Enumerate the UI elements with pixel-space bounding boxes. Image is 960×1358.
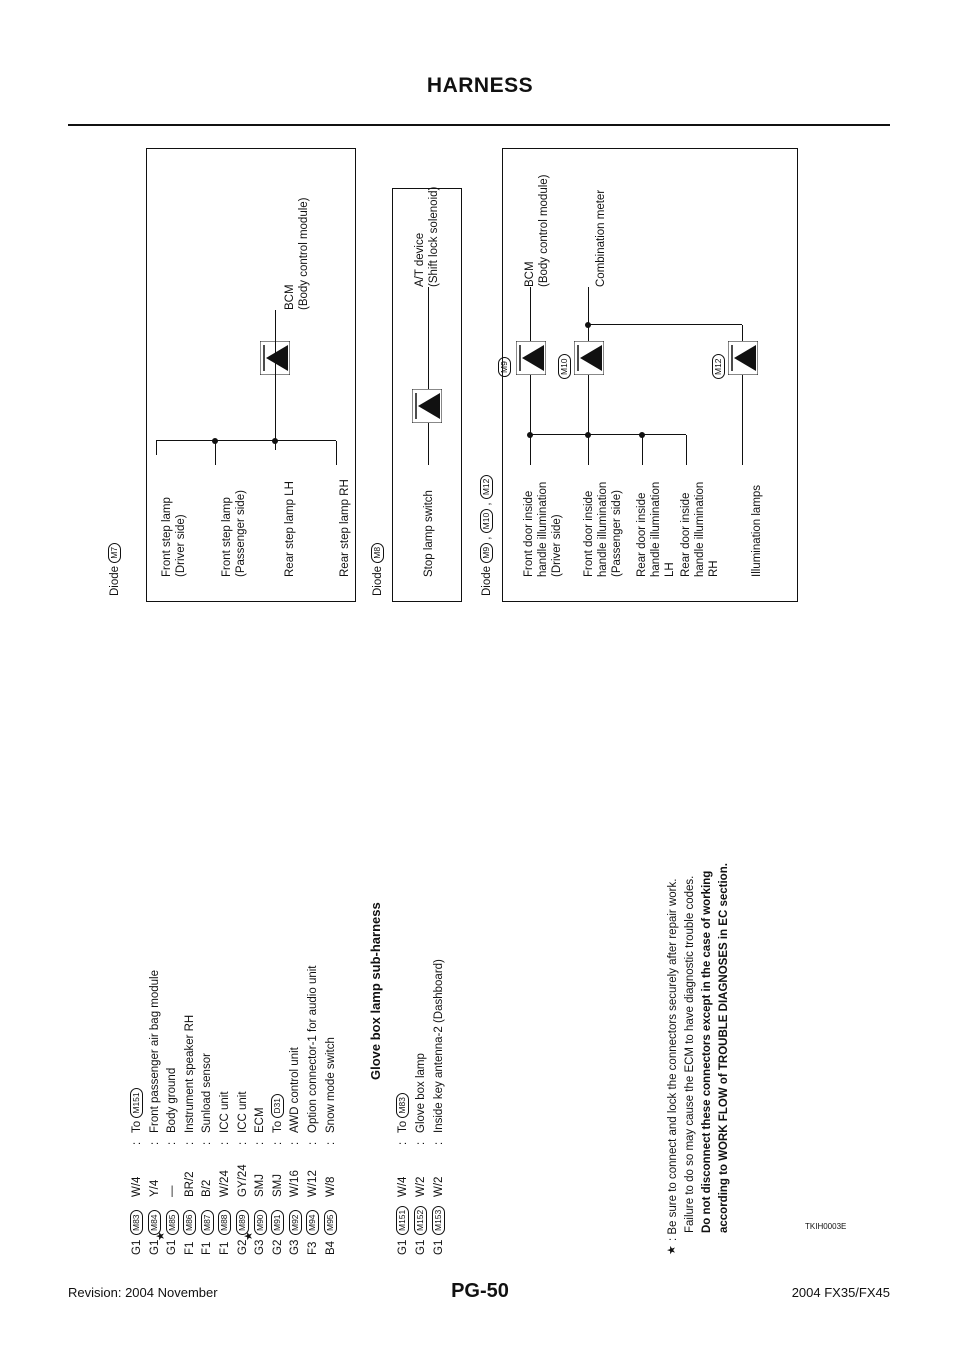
legend-separator: : xyxy=(148,1141,161,1145)
legend-wire: W/16 xyxy=(289,1170,302,1197)
diode2-label: Diode M8 xyxy=(371,543,385,596)
page-title: HARNESS xyxy=(426,74,534,97)
legend-description-text: Sunload sensor xyxy=(201,1053,214,1133)
legend-location: G1 xyxy=(148,1239,161,1255)
diode1-input-2b: (Passenger side) xyxy=(235,490,247,577)
connector-badge xyxy=(200,1210,214,1235)
footer-model: 2004 FX35/FX45 xyxy=(791,1285,890,1300)
connector-badge: M8 xyxy=(371,543,384,563)
connector-badge: M88 xyxy=(218,1210,231,1235)
diode2-input: Stop lamp switch xyxy=(423,490,435,577)
legend-location: G1 xyxy=(131,1239,143,1255)
connector-badge: M90 xyxy=(254,1210,267,1235)
wire xyxy=(588,287,589,465)
legend-wire: Y/4 xyxy=(148,1179,161,1197)
subharness-wire-text: W/4 xyxy=(397,1176,409,1197)
diode3-input-2b: handle illumination xyxy=(597,481,609,577)
diode1-label: Diode M7 xyxy=(108,543,122,596)
connector-badge: M9 xyxy=(480,543,493,563)
legend-location: F1 xyxy=(201,1241,214,1255)
legend-wire: W/4 xyxy=(131,1176,143,1197)
subharness-wire-text: W/2 xyxy=(415,1176,427,1197)
diode1-input-2: Front step lamp xyxy=(221,497,233,577)
legend-wire: BR/2 xyxy=(183,1171,196,1197)
subharness-wire xyxy=(432,1177,446,1197)
legend-description xyxy=(288,1047,302,1133)
wire xyxy=(215,441,216,465)
diode3-input-2c: (Passenger side) xyxy=(611,490,623,577)
subharness-description-text: To xyxy=(397,1120,409,1133)
legend-separator: : xyxy=(289,1141,302,1145)
diode1-output: BCM xyxy=(284,284,296,310)
legend-description-text: Option connector-1 for audio unit xyxy=(307,965,319,1133)
star-icon: ★ xyxy=(155,1231,168,1241)
connector-badge: M12 xyxy=(480,475,493,500)
wire xyxy=(530,434,686,435)
junction-dot xyxy=(527,432,533,438)
connector-badge: M153 xyxy=(432,1206,445,1235)
connector-badge xyxy=(218,1210,232,1235)
subharness-wire-text: W/2 xyxy=(433,1176,445,1197)
legend-wire: — xyxy=(166,1185,179,1197)
diode3-input-2: Front door inside xyxy=(583,490,595,577)
legend-location: B4 xyxy=(324,1240,337,1255)
page-number: PG-50 xyxy=(451,1280,509,1302)
subharness-loc xyxy=(432,1240,446,1255)
connector-badge: M12 xyxy=(712,354,725,379)
subharness-sep xyxy=(414,1142,428,1145)
legend-location: F1 xyxy=(183,1241,196,1255)
legend-description xyxy=(218,1091,232,1133)
connector-badge: M83 xyxy=(130,1210,143,1235)
legend-description xyxy=(324,1037,338,1133)
legend-separator: : xyxy=(183,1141,196,1145)
connector-badge xyxy=(288,1210,302,1235)
subharness-sep xyxy=(396,1142,410,1145)
junction-dot xyxy=(212,438,218,444)
diode3-input-5: Illumination lamps xyxy=(751,484,763,577)
subharness-title: Glove box lamp sub-harness xyxy=(368,902,383,1080)
connector-badge: M95 xyxy=(324,1210,337,1235)
wire xyxy=(428,287,429,465)
legend-description xyxy=(306,966,320,1134)
diode3-input-3c: LH xyxy=(664,562,676,577)
subharness-wire xyxy=(396,1177,410,1197)
legend-description xyxy=(148,970,162,1133)
wire xyxy=(588,324,742,325)
subharness-loc xyxy=(414,1240,428,1255)
note-line-1: : Be sure to connect and lock the connectors securely after repair work. xyxy=(667,878,679,1241)
junction-dot xyxy=(585,322,591,328)
diode3-output-2: Combination meter xyxy=(595,189,607,287)
legend-separator: : xyxy=(254,1141,267,1145)
diode2-output-b: (Shift lock solenoid) xyxy=(428,186,440,287)
legend-wire: W/8 xyxy=(324,1176,337,1197)
subharness-sep-text: : xyxy=(397,1141,409,1145)
subharness-wire xyxy=(414,1177,428,1197)
subharness-description-text: Inside key antenna-2 (Dashboard) xyxy=(433,959,445,1133)
connector-badge: M83 xyxy=(396,1093,409,1118)
connector-badge: M151 xyxy=(130,1088,143,1117)
diode2-output: A/T device xyxy=(414,232,426,287)
diode3-input-4b: handle illumination xyxy=(694,481,706,577)
subharness-loc-text: G1 xyxy=(397,1239,409,1255)
junction-dot xyxy=(272,438,278,444)
star-icon: ★ xyxy=(243,1231,256,1241)
diode1-output-b: (Body control module) xyxy=(298,197,310,310)
diode3-input-1c: (Driver side) xyxy=(551,514,563,577)
legend-description xyxy=(183,1015,197,1133)
diode-icon xyxy=(728,341,758,375)
connector-badge xyxy=(165,1210,179,1235)
star-icon: ★ xyxy=(666,1245,678,1255)
connector-badge: M152 xyxy=(414,1206,427,1235)
subharness-conn xyxy=(414,1206,428,1235)
rotated-content xyxy=(109,174,810,1255)
connector-badge xyxy=(183,1210,197,1235)
connector-badge: M84 xyxy=(148,1210,161,1235)
connector-badge xyxy=(130,1210,144,1235)
connector-badge: M10 xyxy=(480,509,493,534)
diode1-input-3: Rear step lamp LH xyxy=(284,481,296,577)
connector-badge xyxy=(306,1210,320,1235)
diode-icon xyxy=(516,341,546,375)
connector-badge: M7 xyxy=(108,543,121,563)
diode3-input-4: Rear door inside xyxy=(680,492,692,577)
diode1-input-4: Rear step lamp RH xyxy=(339,479,351,577)
diode3-input-1b: handle illumination xyxy=(537,481,549,577)
wire xyxy=(156,441,157,455)
note-line-2: Failure to do so may cause the ECM to have diagnostic trouble codes. xyxy=(684,875,696,1233)
diode3-input-3: Rear door inside xyxy=(636,492,648,577)
diode3-input-4c: RH xyxy=(708,560,720,577)
wire xyxy=(530,287,531,465)
legend-separator: : xyxy=(219,1141,231,1145)
subharness-sep-text: : xyxy=(415,1141,427,1145)
legend-description-text: Front passenger air bag module xyxy=(148,969,161,1133)
legend-wire: SMJ xyxy=(254,1174,267,1197)
legend-wire: SMJ xyxy=(271,1174,284,1197)
legend-wire: W/24 xyxy=(219,1170,231,1197)
subharness-description-text: Glove box lamp xyxy=(415,1053,427,1133)
note-line-4: according to WORK FLOW of TROUBLE DIAGNOSES in EC section. xyxy=(718,863,730,1233)
legend-location: F3 xyxy=(307,1241,319,1255)
legend-wire: GY/24 xyxy=(236,1164,249,1197)
legend-separator: : xyxy=(324,1141,337,1145)
subharness-loc-text: G1 xyxy=(433,1239,445,1255)
legend-description-text: ICC unit xyxy=(219,1091,231,1133)
legend-separator: : xyxy=(131,1141,143,1145)
diode-icon xyxy=(574,341,604,375)
connector-badge: M151 xyxy=(396,1206,409,1235)
legend-description xyxy=(130,1088,144,1133)
legend-description-text: To xyxy=(131,1120,143,1133)
subharness-sep xyxy=(432,1142,446,1145)
legend-description xyxy=(253,1107,267,1133)
legend-description-text: Instrument speaker RH xyxy=(183,1014,196,1133)
figure-code: TKIH0003E xyxy=(805,1222,847,1231)
legend-separator: : xyxy=(166,1141,179,1145)
legend-description xyxy=(165,1068,179,1133)
legend-location: F1 xyxy=(219,1241,231,1255)
subharness-description xyxy=(396,1093,410,1133)
junction-dot xyxy=(585,432,591,438)
legend-location: G2 xyxy=(236,1239,249,1255)
legend-separator: : xyxy=(307,1141,319,1145)
legend-wire: B/2 xyxy=(201,1179,214,1197)
diode3-input-3b: handle illumination xyxy=(650,481,662,577)
legend-description-text: Body ground xyxy=(166,1067,179,1133)
connector-badge: D31 xyxy=(271,1094,284,1118)
connector-badge: M86 xyxy=(183,1210,196,1235)
subharness-conn xyxy=(396,1206,410,1235)
note-line-3: Do not disconnect these connectors except in the case of working xyxy=(701,870,713,1233)
diode3-output-1: BCM xyxy=(524,261,536,287)
legend-description-text: ECM xyxy=(254,1107,267,1133)
legend-description xyxy=(271,1094,285,1133)
legend-description-text: AWD control unit xyxy=(289,1047,302,1133)
diode3-output-1b: (Body control module) xyxy=(538,174,550,287)
wire xyxy=(742,395,743,465)
connector-badge: M92 xyxy=(289,1210,302,1235)
subharness-sep-text: : xyxy=(433,1141,445,1145)
subharness-conn xyxy=(432,1206,446,1235)
diode3-label: Diode M9 , M10 , M12 xyxy=(480,475,494,596)
connector-badge: M87 xyxy=(201,1210,214,1235)
connector-badge: M94 xyxy=(306,1210,319,1235)
legend-location: G3 xyxy=(289,1239,302,1255)
diode1-input-1: Front step lamp xyxy=(161,497,173,577)
diode1-input-1b: (Driver side) xyxy=(175,514,187,577)
subharness-loc xyxy=(396,1240,410,1255)
legend-location: G2 xyxy=(271,1239,284,1255)
legend-description xyxy=(200,1053,214,1133)
wire xyxy=(336,441,337,465)
legend-separator: : xyxy=(271,1141,284,1145)
junction-dot xyxy=(639,432,645,438)
legend-description-text: To xyxy=(271,1120,284,1133)
legend-wire: W/12 xyxy=(307,1170,319,1197)
wire xyxy=(156,440,336,441)
legend-separator: : xyxy=(201,1141,214,1145)
wire xyxy=(642,435,643,465)
footer-revision: Revision: 2004 November xyxy=(68,1285,218,1300)
subharness-description xyxy=(414,1053,428,1133)
diode3-input-1: Front door inside xyxy=(523,490,535,577)
legend-description xyxy=(236,1091,250,1133)
legend-location: G1 xyxy=(166,1239,179,1255)
diode-icon xyxy=(412,389,442,423)
subharness-loc-text: G1 xyxy=(415,1239,427,1255)
subharness-description xyxy=(432,959,446,1133)
connector-badge xyxy=(271,1210,285,1235)
connector-badge: M91 xyxy=(271,1210,284,1235)
wire xyxy=(275,310,276,450)
header-rule xyxy=(68,124,890,126)
connector-badge xyxy=(324,1210,338,1235)
legend-location: G3 xyxy=(254,1239,267,1255)
diode-icon xyxy=(260,341,290,375)
connector-badge: M9 xyxy=(498,357,511,377)
connector-badge xyxy=(253,1210,267,1235)
legend-description-text: ICC unit xyxy=(236,1091,249,1133)
legend-description-text: Snow mode switch xyxy=(324,1037,337,1133)
connector-badge: M89 xyxy=(236,1210,249,1235)
connector-badge: M85 xyxy=(166,1210,179,1235)
connector-badge: M10 xyxy=(558,354,571,379)
wire xyxy=(686,435,687,465)
legend-separator: : xyxy=(236,1141,249,1145)
